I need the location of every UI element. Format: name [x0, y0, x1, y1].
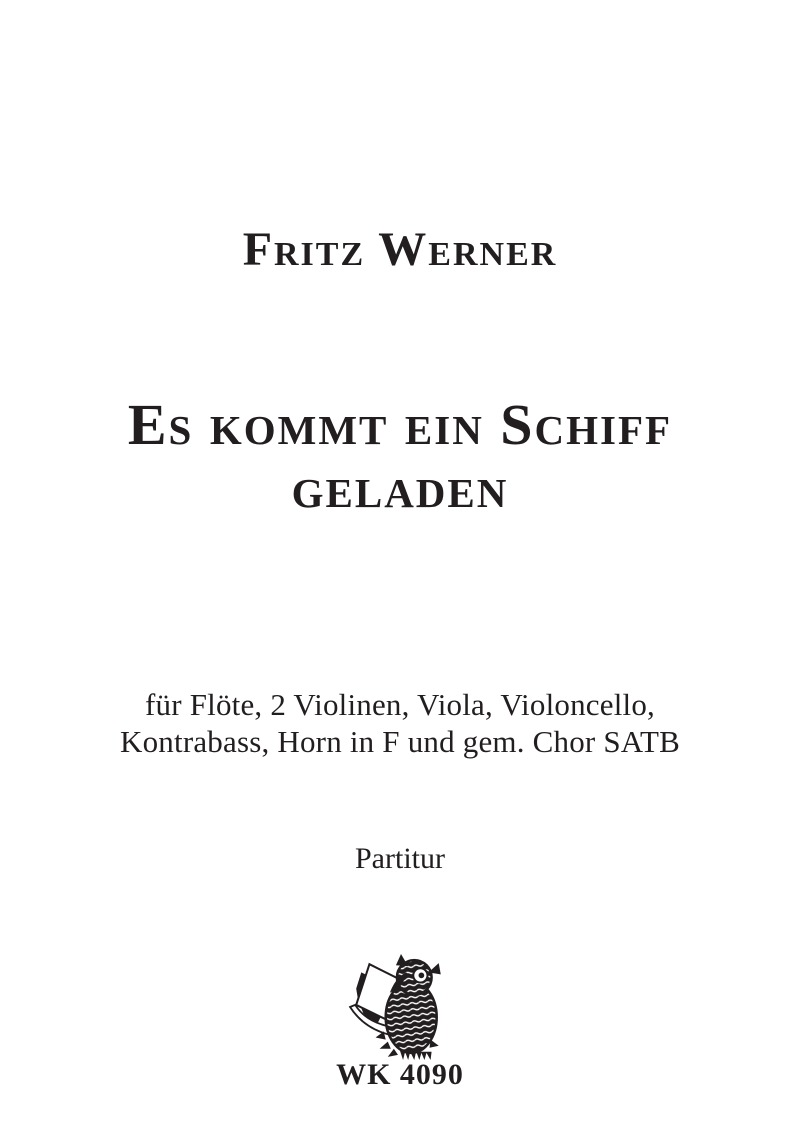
- ear-tuft-left: [396, 954, 408, 966]
- publisher-logo: [346, 954, 454, 1062]
- edition-type: Partitur: [355, 842, 445, 875]
- instrumentation-line1: für Flöte, 2 Violinen, Viola, Violoncello,: [145, 687, 655, 722]
- work-title: [0, 393, 800, 519]
- composer-name: Fritz Werner: [242, 223, 558, 276]
- owl-with-music-sheet-icon: [346, 954, 454, 1062]
- work-title-line2: geladen: [291, 455, 509, 521]
- instrumentation: [0, 686, 800, 760]
- catalog-number: WK 4090: [336, 1058, 464, 1091]
- work-title-line1: Es kommt ein Schiff: [127, 392, 673, 457]
- instrumentation-line2: Kontrabass, Horn in F und gem. Chor SATB: [120, 724, 680, 759]
